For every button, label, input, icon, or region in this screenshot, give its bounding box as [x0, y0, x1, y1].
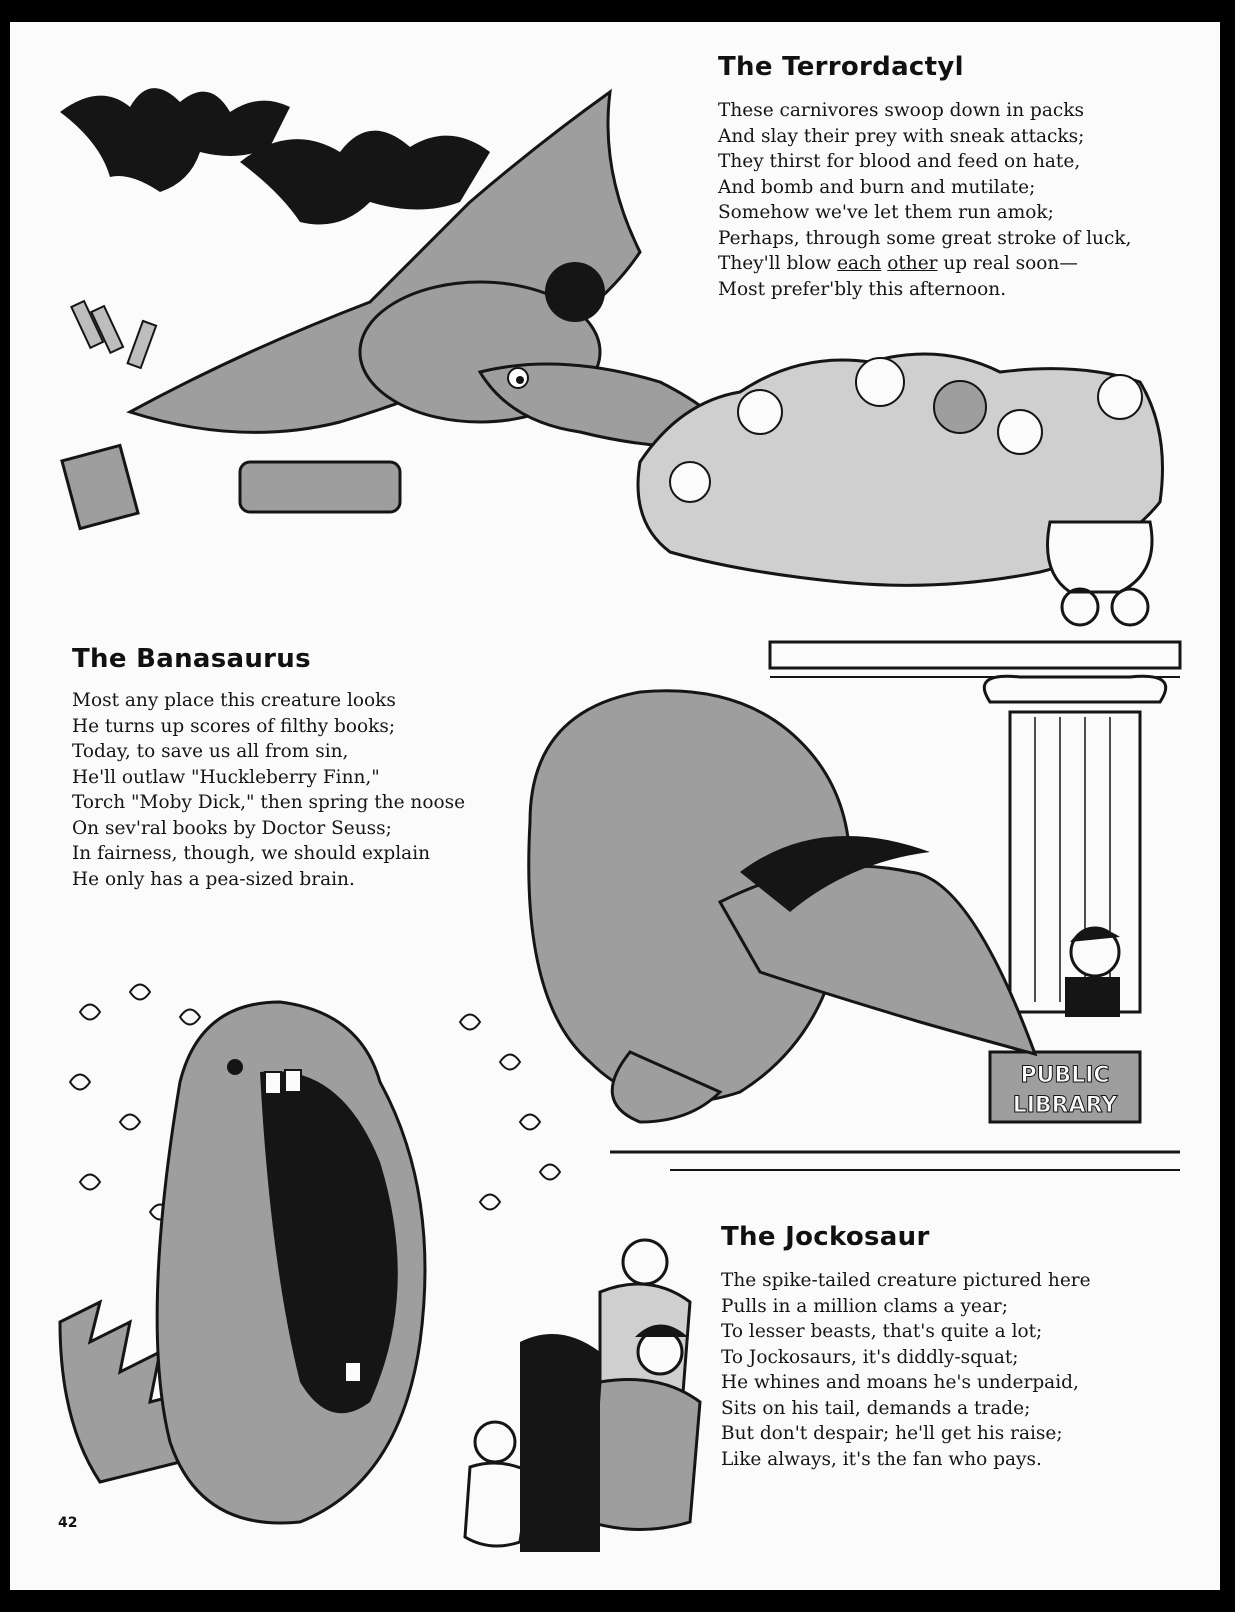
- sign-text-public: PUBLIC: [1020, 1063, 1110, 1088]
- verse-line: He'll outlaw "Huckleberry Finn,": [72, 766, 380, 788]
- verse-line: He turns up scores of filthy books;: [72, 715, 396, 737]
- verse-line: Perhaps, through some great stroke of luck,: [718, 227, 1132, 249]
- terrordactyl-title: The Terrordactyl: [718, 52, 964, 82]
- verse-line: They'll blow each other up real soon—: [718, 253, 1078, 274]
- canister: [240, 462, 400, 512]
- verse-line: To lesser beasts, that's quite a lot;: [721, 1321, 1043, 1342]
- jockosaur-verse: [721, 1268, 1091, 1472]
- verse-line: Most prefer'bly this afternoon.: [718, 278, 1007, 300]
- banasaurus-title: The Banasaurus: [72, 644, 311, 674]
- jockosaur-eye: [227, 1059, 243, 1075]
- suit-man: [520, 1334, 600, 1552]
- verse-line: Somehow we've let them run amok;: [718, 202, 1054, 223]
- verse-line: Like always, it's the fan who pays.: [721, 1448, 1042, 1470]
- verse-line: He only has a pea-sized brain.: [72, 868, 355, 890]
- verse-line: Today, to save us all from sin,: [72, 741, 349, 762]
- bat-silhouette: [240, 131, 490, 225]
- verse-line: And slay their prey with sneak attacks;: [718, 125, 1085, 147]
- verse-line: Most any place this creature looks: [72, 690, 396, 711]
- verse-line: The spike-tailed creature pictured here: [721, 1270, 1091, 1291]
- jockosaur-title: The Jockosaur: [721, 1222, 930, 1252]
- verse-line: Torch "Moby Dick," then spring the noose: [72, 792, 466, 813]
- agent-head: [623, 1240, 667, 1284]
- bomb: [545, 262, 605, 322]
- verse-line: Sits on his tail, demands a trade;: [721, 1397, 1031, 1419]
- verse-line: And bomb and burn and mutilate;: [718, 176, 1036, 198]
- magazine-page: [10, 22, 1220, 1590]
- page-number: 42: [58, 1515, 78, 1531]
- verse-line: But don't despair; he'll get his raise;: [721, 1423, 1063, 1444]
- banasaurus-verse: [72, 688, 465, 892]
- boy-book: [1065, 977, 1120, 1017]
- verse-line: They thirst for blood and feed on hate,: [718, 151, 1081, 172]
- terrordactyl-verse: [718, 98, 1131, 302]
- verse-line: These carnivores swoop down in packs: [718, 100, 1084, 121]
- baby-carriage: [1048, 522, 1153, 592]
- jockosaur-illustration: [40, 962, 740, 1582]
- verse-line: In fairness, though, we should explain: [72, 843, 431, 864]
- verse-line: On sev'ral books by Doctor Seuss;: [72, 817, 392, 839]
- manager-body: [590, 1380, 700, 1530]
- library-cornice: [770, 642, 1180, 668]
- verse-line: He whines and moans he's underpaid,: [721, 1372, 1079, 1393]
- fan-head: [475, 1422, 515, 1462]
- sign-text-library: LIBRARY: [1012, 1093, 1118, 1118]
- bat-silhouette: [60, 88, 290, 192]
- verse-line: To Jockosaurs, it's diddly-squat;: [721, 1346, 1019, 1368]
- house: [62, 445, 138, 528]
- ionic-capital: [984, 676, 1165, 702]
- verse-line: Pulls in a million clams a year;: [721, 1295, 1008, 1317]
